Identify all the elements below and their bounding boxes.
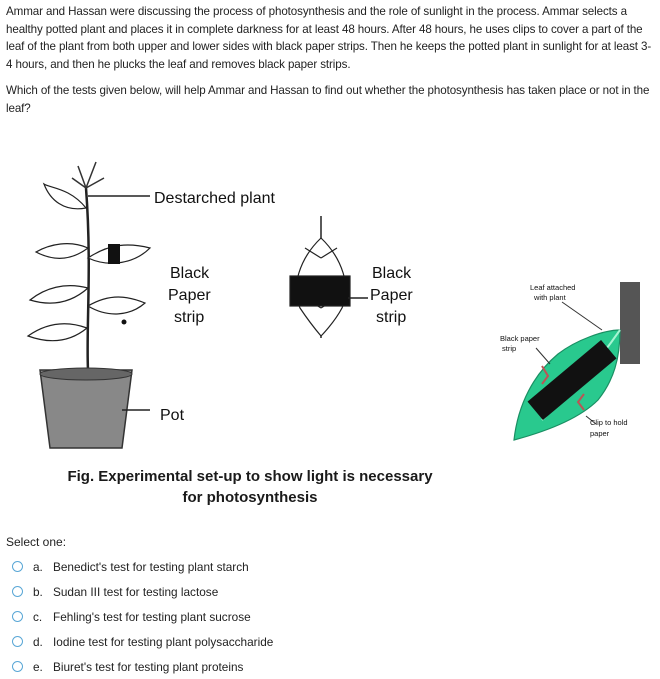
- option-text: Fehling's test for testing plant sucrose: [53, 609, 251, 624]
- radio-button[interactable]: [12, 611, 23, 622]
- option-d[interactable]: [12, 629, 412, 654]
- option-a[interactable]: [12, 554, 412, 579]
- option-c[interactable]: [12, 604, 412, 629]
- black-paper-label-left-1: Black: [170, 265, 210, 282]
- side-figure: [492, 270, 652, 450]
- option-text: Biuret's test for testing plant proteins: [53, 659, 244, 674]
- option-letter: e.: [33, 659, 43, 674]
- option-letter: b.: [33, 584, 43, 599]
- pot-shape: [40, 370, 132, 448]
- figure-caption-line-2: for photosynthesis: [182, 489, 318, 506]
- black-paper-label-right-1: Black: [372, 265, 412, 282]
- option-e[interactable]: [12, 654, 412, 679]
- black-paper-label-right-2: Paper: [370, 287, 413, 304]
- option-text: Sudan III test for testing lactose: [53, 584, 219, 599]
- black-paper-label-right-3: strip: [376, 309, 407, 326]
- black-paper-label-left-3: strip: [174, 309, 205, 326]
- clip-label-2: paper: [590, 429, 610, 438]
- answer-options: [12, 554, 412, 679]
- experiment-figure: [0, 148, 470, 520]
- black-paper-label-left-2: Paper: [168, 287, 211, 304]
- select-one-label: Select one:: [6, 535, 67, 549]
- radio-button[interactable]: [12, 661, 23, 672]
- black-paper-strip-label-1: Black paper: [500, 334, 540, 343]
- figure-caption: [30, 466, 470, 508]
- clip-label-1: Clip to hold: [590, 418, 628, 427]
- option-letter: d.: [33, 634, 43, 649]
- radio-button[interactable]: [12, 586, 23, 597]
- destarched-plant-label: Destarched plant: [154, 190, 275, 207]
- black-strip-on-leaf: [108, 244, 120, 264]
- option-text: Iodine test for testing plant polysaccharide: [53, 634, 274, 649]
- leaf-attached-label-1: Leaf attached: [530, 283, 576, 292]
- plant-diagram: [0, 148, 470, 520]
- option-b[interactable]: [12, 579, 412, 604]
- pot-label: Pot: [160, 407, 185, 424]
- question-paragraph-2: Which of the tests given below, will help Ammar and Hassan to find out whether the photosynthesis has taken place or not in the leaf?: [6, 84, 650, 115]
- option-letter: a.: [33, 559, 43, 574]
- leaf-clip-diagram: [492, 270, 652, 450]
- radio-button[interactable]: [12, 636, 23, 647]
- black-paper-strip-label-2: strip: [502, 344, 517, 353]
- radio-button[interactable]: [12, 561, 23, 572]
- plant-stem-post: [620, 282, 640, 364]
- option-text: Benedict's test for testing plant starch: [53, 559, 249, 574]
- leaf-attached-label-2: with plant: [534, 293, 566, 302]
- detached-leaf: [290, 216, 350, 338]
- question-text: [6, 3, 656, 118]
- figure-caption-line-1: Fig. Experimental set-up to show light is necessary: [67, 468, 433, 485]
- option-letter: c.: [33, 609, 43, 624]
- question-paragraph-1: Ammar and Hassan were discussing the process of photosynthesis and the role of sunlight in the process. Ammar selects a healthy potted plant and places it in complete darkness for at least 48 hours. After 48 hours, he uses clips to cover a part of the leaf of the plant from both upper and lower sides with black paper strips. Then he keeps the potted plant in sunlight for at least 3-4 hours, and then he plucks the leaf and removes black paper strips.: [6, 5, 652, 71]
